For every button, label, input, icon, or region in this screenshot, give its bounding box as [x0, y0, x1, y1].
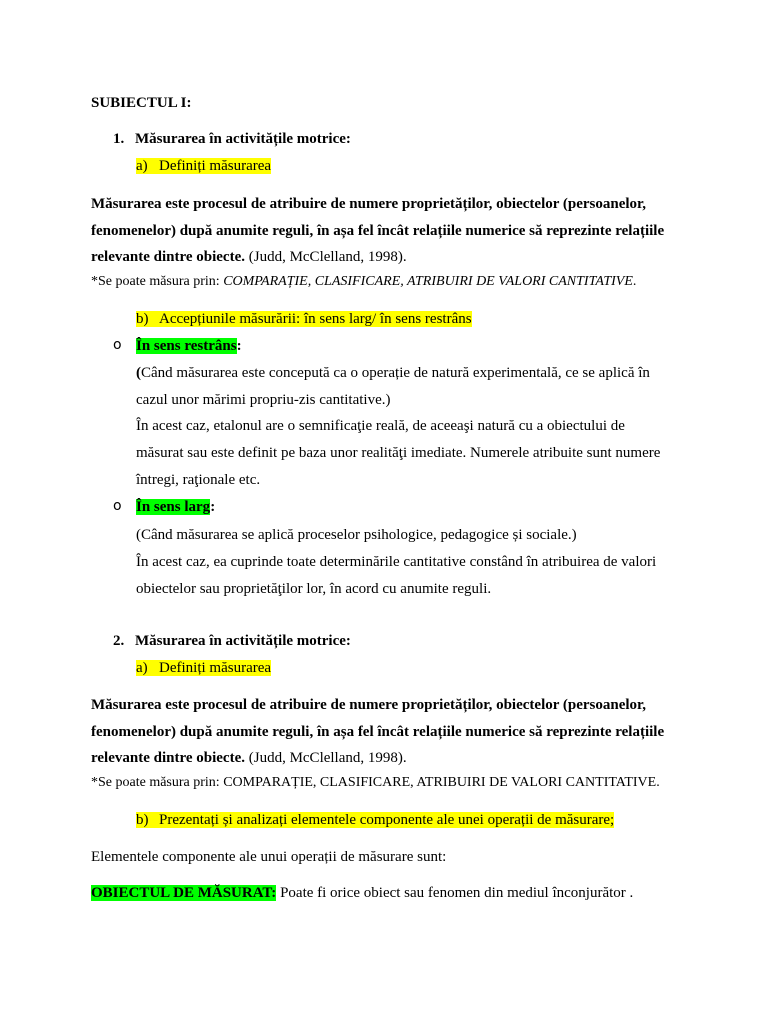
section-2-number: 2. — [113, 633, 125, 649]
obiect-text: Poate fi orice obiect sau fenomen din mediul înconjurător . — [276, 885, 634, 901]
section-1-number: 1. — [113, 131, 125, 147]
section-1-heading — [113, 129, 351, 149]
larg-line-3: obiectelor sau proprietăţilor lor, în acord cu anumite reguli. — [136, 581, 492, 597]
item-a-text: Definiți măsurarea — [159, 158, 272, 174]
citation-2: (Judd, McClelland, 1998). — [244, 750, 407, 766]
section-1-heading-text: Măsurarea în activitățile motrice: — [135, 131, 351, 147]
obiect-label: OBIECTUL DE MĂSURAT: — [91, 885, 277, 901]
measurement-methods: COMPARAȚIE, CLASIFICARE, ATRIBUIRI DE VALORI CANTITATIVE — [223, 274, 633, 289]
section-2-heading — [113, 631, 351, 651]
section-2-heading-text: Măsurarea în activitățile motrice: — [135, 633, 351, 649]
restrans-line-4: măsurat sau este definit pe baza unor realităţi imediate. Numerele atribuite sunt numere — [136, 445, 661, 461]
restrans-line-5: întregi, raţionale etc. — [136, 472, 261, 488]
definition-2-line-2: fenomenelor) după anumite reguli, în așa fel încât relațiile numerice să reprezinte relațiile — [91, 724, 665, 740]
bullet-restrans: o — [113, 337, 122, 353]
definition-2-line-1: Măsurarea este procesul de atribuire de numere proprietăților, obiectelor (persoanelor, — [91, 697, 647, 713]
section-1-item-a — [136, 156, 271, 176]
section-1-item-b — [136, 309, 472, 329]
citation: (Judd, McClelland, 1998). — [244, 249, 407, 265]
measurement-note-2: *Se poate măsura prin: COMPARAȚIE, CLASIFICARE, ATRIBUIRI DE VALORI CANTITATIVE. — [91, 775, 660, 790]
page-title: SUBIECTUL I: — [91, 95, 192, 111]
item-b-text: Accepțiunile măsurării: în sens larg/ în sens restrâns — [159, 311, 472, 327]
larg-line-1: (Când măsurarea se aplică proceselor psihologice, pedagogice și sociale.) — [136, 527, 577, 543]
larg-heading: În sens larg: — [136, 499, 216, 515]
restrans-label: În sens restrâns — [136, 338, 237, 354]
measurement-methods-2: COMPARAȚIE, CLASIFICARE, ATRIBUIRI DE VALORI CANTITATIVE — [223, 775, 657, 790]
definition-2-line-3: relevante dintre obiecte. (Judd, McClelland, 1998). — [91, 750, 407, 766]
restrans-line-3: În acest caz, etalonul are o semnificaţie reală, de aceeaşi natură cu a obiectului de — [136, 418, 625, 434]
item-b-letter: b) — [136, 311, 149, 327]
restrans-heading: În sens restrâns: — [136, 338, 242, 354]
restrans-line-1: (Când măsurarea este concepută ca o operație de natură experimentală, ce se aplică în — [136, 365, 650, 381]
definition-line-1: Măsurarea este procesul de atribuire de numere proprietăților, obiectelor (persoanelor, — [91, 196, 647, 212]
bullet-larg: o — [113, 498, 122, 514]
section-2-item-a: a) Definiți măsurarea — [136, 660, 272, 676]
section-2-item-b: b) Prezentați și analizați elementele componente ale unei operații de măsurare; — [136, 812, 615, 828]
larg-label: În sens larg — [136, 499, 211, 515]
components-intro: Elementele componente ale unui operații de măsurare sunt: — [91, 849, 447, 865]
measurement-note: *Se poate măsura prin: COMPARAȚIE, CLASIFICARE, ATRIBUIRI DE VALORI CANTITATIVE. — [91, 274, 637, 289]
restrans-line-2: cazul unor mărimi propriu-zis cantitative.) — [136, 392, 391, 408]
definition-line-2: fenomenelor) după anumite reguli, în așa fel încât relațiile numerice să reprezinte relațiile — [91, 223, 665, 239]
item-a-letter: a) — [136, 158, 148, 174]
larg-line-2: În acest caz, ea cuprinde toate determinările cantitative constând în atribuirea de valori — [136, 554, 657, 570]
definition-line-3: relevante dintre obiecte. (Judd, McClelland, 1998). — [91, 249, 407, 265]
obiect-de-masurat — [91, 883, 633, 903]
